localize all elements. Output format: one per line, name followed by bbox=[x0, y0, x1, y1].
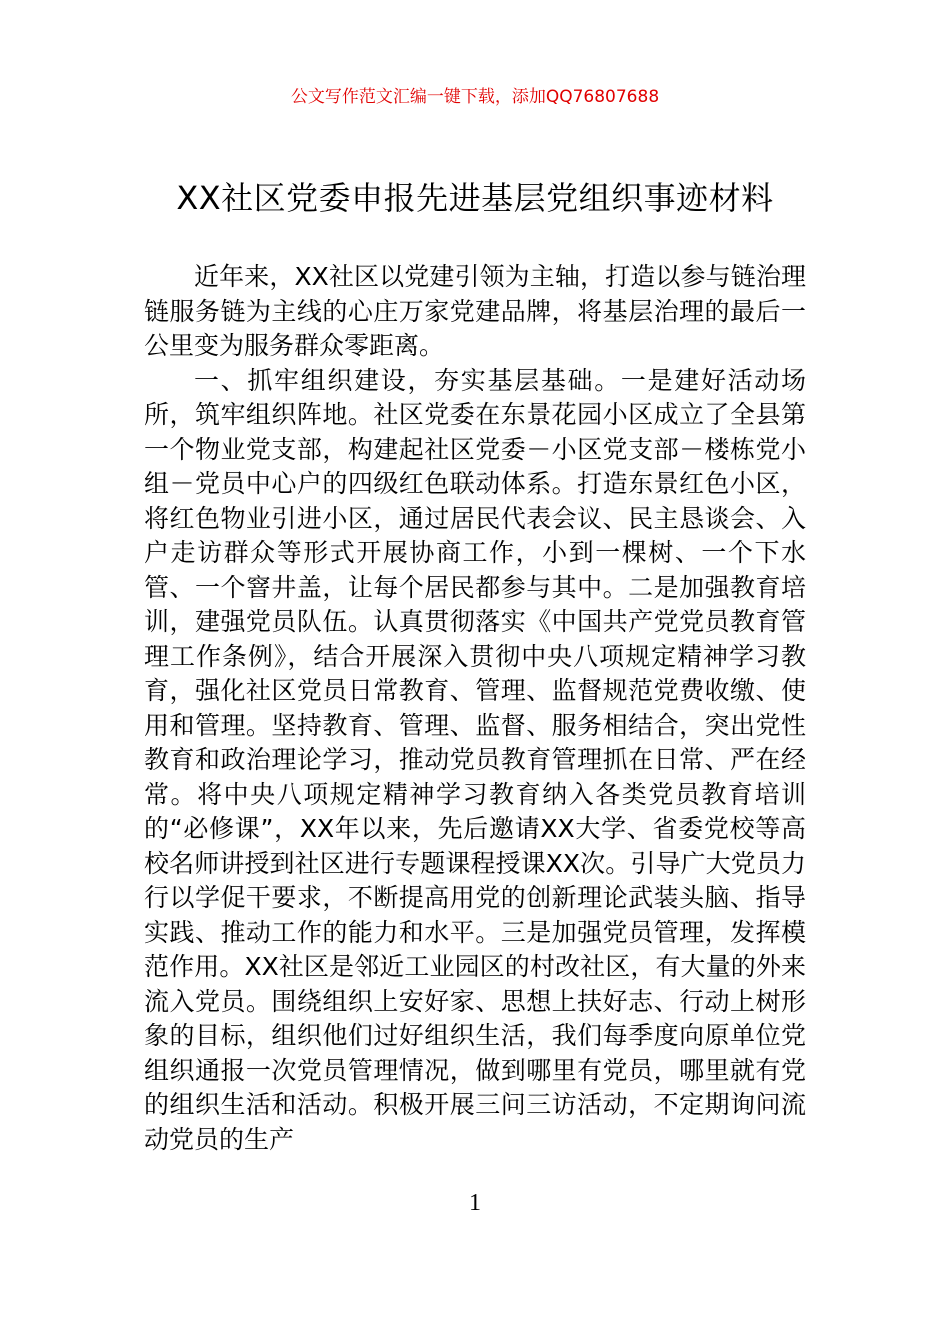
document-body bbox=[144, 260, 806, 1157]
page-number: 1 bbox=[469, 1190, 481, 1216]
paragraph-intro: 近年来，XX社区以党建引领为主轴，打造以参与链治理链服务链为主线的心庄万家党建品牌，将基层治理的最后一公里变为服务群众零距离。 bbox=[144, 262, 806, 360]
document-title: XX社区党委申报先进基层党组织事迹材料 bbox=[176, 179, 774, 217]
paragraph-section-one: 一、抓牢组织建设，夯实基层基础。一是建好活动场所，筑牢组织阵地。社区党委在东景花园小区成立了全县第一个物业党支部，构建起社区党委－小区党支部－楼栋党小组－党员中心户的四级红色联动体系。打造东景红色小区，将红色物业引进小区，通过居民代表会议、民主恳谈会、入户走访群众等形式开展协商工作，小到一棵树、一个下水管、一个窨井盖，让每个居民都参与其中。二是加强教育培训，建强党员队伍。认真贯彻落实《中国共产党党员教育管理工作条例》，结合开展深入贯彻中央八项规定精神学习教育，强化社区党员日常教育、管理、监督规范党费收缴、使用和管理。坚持教育、管理、监督、服务相结合，突出党性教育和政治理论学习，推动党员教育管理抓在日常、严在经常。将中央八项规定精神学习教育纳入各类党员教育培训的“必修课”，XX年以来，先后邀请XX大学、省委党校等高校名师讲授到社区进行专题课程授课XX次。引导广大党员力行以学促干要求，不断提高用党的创新理论武装头脑、指导实践、推动工作的能力和水平。三是加强党员管理，发挥模范作用。XX社区是邻近工业园区的村改社区，有大量的外来流入党员。围绕组织上安好家、思想上扶好志、行动上树形象的目标，组织他们过好组织生活，我们每季度向原单位党组织通报一次党员管理情况，做到哪里有党员，哪里就有党的组织生活和活动。积极开展三问三访活动，不定期询问流动党员的生产 bbox=[144, 365, 806, 1154]
header-advertisement: 公文写作范文汇编一键下载，添加QQ76807688 bbox=[290, 87, 660, 107]
